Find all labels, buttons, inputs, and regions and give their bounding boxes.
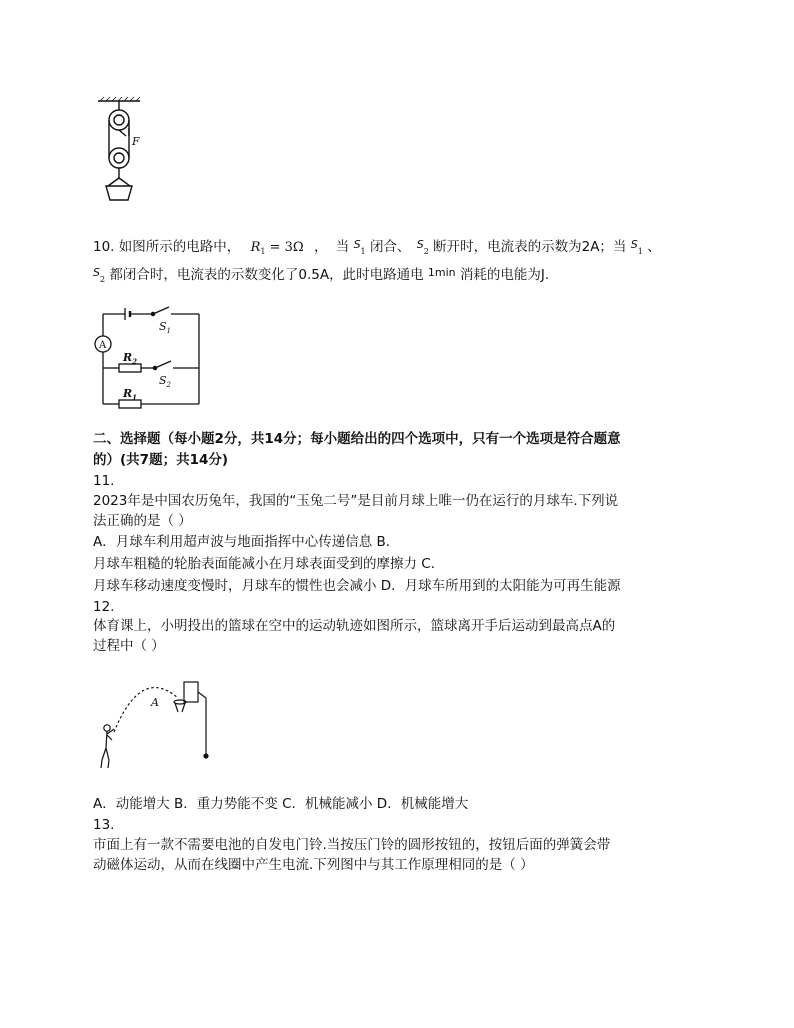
q11-stem-line-1: 2023年是中国农历兔年，我国的“玉兔二号”是目前月球上唯一仍在运行的月球车.下列说 (93, 493, 619, 509)
q10-line-1: 10. 如图所示的电路中， $R_1 = 3\Omega$ ， 当 $^S_1$ 闭合、 $^S_2$ 断开时，电流表的示数为2A；当 $^S_1$ 、 (93, 238, 661, 256)
q10-s1-symbol-2: $^S_1$ (630, 238, 643, 256)
basketball-figure (96, 676, 216, 776)
q10-r1-expression: $R_1 = 3\Omega$ (250, 240, 304, 256)
q10-s1-symbol: $^S_1$ (353, 238, 366, 256)
circuit-s2-label: $S_2$ (159, 374, 172, 389)
q13-stem-line-1: 市面上有一款不需要电池的自发电门铃.当按压门铃的圆形按钮的，按钮后面的弹簧会带 (93, 837, 611, 853)
circuit-s1-label: $S_1$ (159, 320, 172, 335)
q11-option-line-2: 月球车粗糙的轮胎表面能减小在月球表面受到的摩擦力 C． (93, 556, 445, 572)
q10-line-2: $^S_2$ 都闭合时，电流表的示数变化了0.5A，此时电路通电 $^{1min}$ 消耗的电能为J. (93, 266, 550, 284)
q13-number: 13. (93, 817, 115, 833)
q12-number: 12. (93, 599, 115, 615)
q12-options: A．动能增大 B．重力势能不变 C．机械能减小 D．机械能增大 (93, 796, 469, 812)
q10-s2-symbol: $^S_2$ (416, 238, 429, 256)
circuit-ammeter-label: A (99, 340, 107, 351)
q12-stem-line-1: 体育课上，小明投出的篮球在空中的运动轨迹如图所示，篮球离开手后运动到最高点A的 (93, 618, 616, 634)
pulley-force-label: F (132, 135, 140, 148)
circuit-r1-label: $R_1$ (123, 387, 138, 402)
circuit-r2-label: $R_2$ (123, 351, 138, 366)
section-2-heading-line-2: 的）(共7题；共14分) (93, 452, 229, 468)
circuit-figure (93, 306, 203, 410)
pulley-figure (96, 96, 156, 216)
q11-number: 11. (93, 473, 115, 489)
basketball-point-label: A (151, 696, 159, 709)
q11-option-line-1: A．月球车利用超声波与地面指挥中心传递信息 B． (93, 534, 400, 550)
q11-option-line-3: 月球车移动速度变慢时，月球车的惯性也会减小 D．月球车所用到的太阳能为可再生能源 (93, 578, 621, 594)
q13-stem-line-2: 动磁体运动，从而在线圈中产生电流.下列图中与其工作原理相同的是（ ） (93, 857, 534, 873)
q12-stem-line-2: 过程中（ ） (93, 638, 165, 654)
q11-stem-line-2: 法正确的是（ ） (93, 513, 192, 529)
q10-s2-symbol-2: $^S_2$ (93, 266, 106, 284)
section-2-heading-line-1: 二、选择题（每小题2分，共14分；每小题给出的四个选项中，只有一个选项是符合题意 (93, 431, 621, 447)
